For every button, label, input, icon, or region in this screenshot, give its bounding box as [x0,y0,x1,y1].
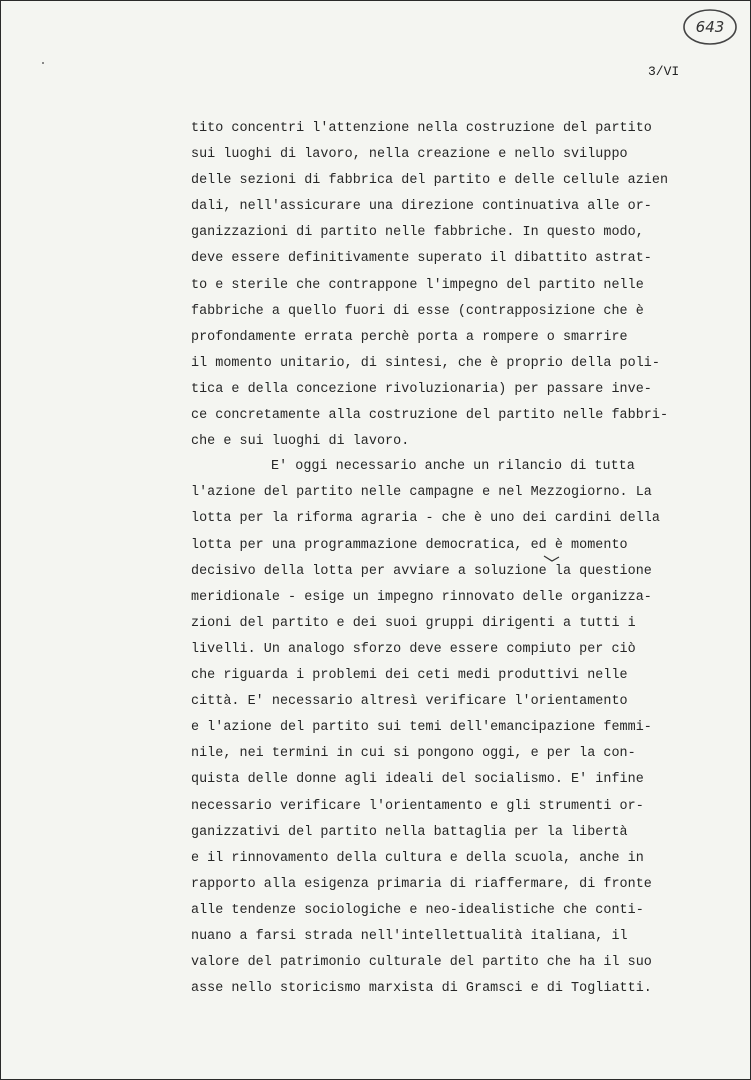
text-line: valore del patrimonio culturale del partito che ha il suo [191,955,652,970]
text-line: deve essere definitivamente superato il dibattito astrat- [191,251,652,266]
text-line: nuano a farsi strada nell'intellettualità italiana, il [191,929,628,944]
paragraph-first-line: E' oggi necessario anche un rilancio di tutta [271,459,635,474]
text-line: rapporto alla esigenza primaria di riaffermare, di fronte [191,877,652,892]
text-line: l'azione del partito nelle campagne e nel Mezzogiorno. La [191,485,652,500]
speck-mark [42,62,44,64]
text-line: il momento unitario, di sintesi, che è proprio della poli- [191,356,660,371]
text-line: nile, nei termini in cui si pongono oggi, e per la con- [191,746,636,761]
text-line: decisivo della lotta per avviare a soluzione la questione [191,564,652,579]
page-number: 3/VI [648,64,680,79]
text-line: alle tendenze sociologiche e neo-idealistiche che conti- [191,903,644,918]
text-line: quista delle donne agli ideali del socialismo. E' infine [191,772,644,787]
text-line: to e sterile che contrappone l'impegno del partito nelle [191,278,644,293]
text-line: ganizzazioni di partito nelle fabbriche. In questo modo, [191,225,644,240]
text-line: ce concretamente alla costruzione del partito nelle fabbri- [191,408,669,423]
text-line: profondamente errata perchè porta a rompere o smarrire [191,330,628,345]
handwritten-correction-mark [543,554,561,564]
stamp-number: 643 [695,18,725,36]
text-line: meridionale - esige un impegno rinnovato delle organizza- [191,590,652,605]
text-line: e l'azione del partito sui temi dell'emancipazione femmi- [191,720,652,735]
text-line: dali, nell'assicurare una direzione continuativa alle or- [191,199,652,214]
text-line: tica e della concezione rivoluzionaria) per passare inve- [191,382,652,397]
text-line: che e sui luoghi di lavoro. [191,434,410,449]
text-line: lotta per una programmazione democratica, ed è momento [191,538,628,553]
text-line: sui luoghi di lavoro, nella creazione e nello sviluppo [191,147,628,162]
text-line: delle sezioni di fabbrica del partito e delle cellule azien [191,173,669,188]
text-line: tito concentri l'attenzione nella costruzione del partito [191,121,652,136]
text-line: livelli. Un analogo sforzo deve essere compiuto per ciò [191,642,636,657]
archive-stamp [681,7,739,47]
text-line: asse nello storicismo marxista di Gramsci e di Togliatti. [191,981,652,996]
text-line: necessario verificare l'orientamento e gli strumenti or- [191,799,644,814]
text-line: ganizzativi del partito nella battaglia per la libertà [191,825,628,840]
text-line: zioni del partito e dei suoi gruppi dirigenti a tutti i [191,616,636,631]
text-line: e il rinnovamento della cultura e della scuola, anche in [191,851,644,866]
text-line: fabbriche a quello fuori di esse (contrapposizione che è [191,304,644,319]
text-line: lotta per la riforma agraria - che è uno dei cardini della [191,511,660,526]
text-line: che riguarda i problemi dei ceti medi produttivi nelle [191,668,628,683]
text-line: città. E' necessario altresì verificare l'orientamento [191,694,628,709]
